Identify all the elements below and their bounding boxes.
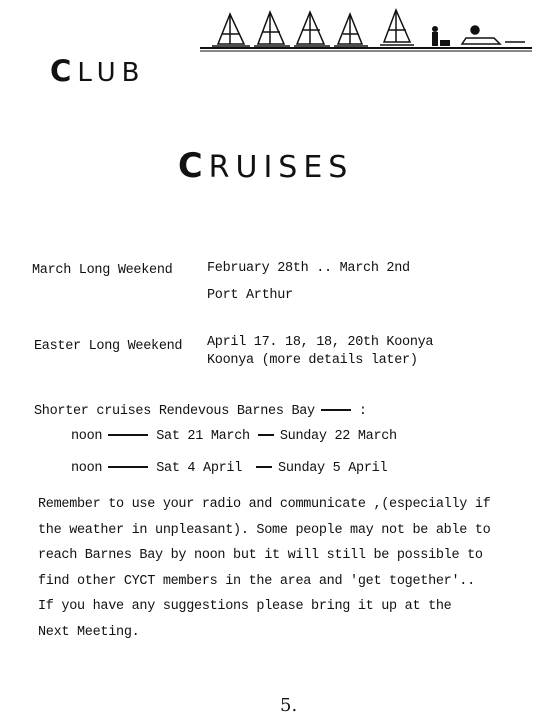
event-location: Port Arthur <box>207 288 293 303</box>
paragraph-line: If you have any suggestions please bring it up at the <box>38 599 452 614</box>
paragraph-line: find other CYCT members in the area and 'get together'.. <box>38 573 475 589</box>
reminder-paragraph <box>38 492 528 645</box>
cruise-start: Sat 21 March <box>156 429 250 444</box>
sailboat-icon <box>212 14 250 46</box>
sailboat-icon <box>254 12 290 46</box>
shorter-cruises-heading: Shorter cruises Rendevous Barnes Bay : <box>34 404 367 419</box>
paragraph-line: Next Meeting. <box>38 624 140 640</box>
cruise-end: Sunday 22 March <box>279 429 397 444</box>
paragraph-line: reach Barnes Bay by noon but it will still be possible to <box>38 548 483 563</box>
cruise-time: noon <box>71 429 103 444</box>
event-label: Easter Long Weekend <box>34 339 183 354</box>
page-number: 5. <box>280 695 298 716</box>
event-label: March Long Weekend <box>32 263 173 278</box>
motorboat-icon <box>462 26 525 44</box>
paragraph-line: the weather in unpleasant). Some people may not be able to <box>38 522 491 538</box>
title-cruises: CRUISES <box>178 146 354 185</box>
sailboat-icon <box>334 14 368 46</box>
sailboat-icon <box>380 10 414 45</box>
cruise-end: Sunday 5 April <box>278 461 388 476</box>
event-dates: April 17. 18, 18, 20th Koonya <box>207 335 434 350</box>
cruise-row <box>71 429 397 444</box>
event-dates: February 28th .. March 2nd <box>207 261 410 276</box>
paragraph-line: Remember to use your radio and communicate ,(especially if <box>38 497 491 512</box>
cruise-time: noon <box>71 461 103 476</box>
sailboat-icon <box>294 12 330 46</box>
figure-icon <box>432 26 450 46</box>
cruise-row <box>71 461 387 476</box>
sailboats-banner-illustration <box>200 6 532 54</box>
title-club: CLUB <box>50 54 146 88</box>
event-details: Koonya (more details later) <box>207 353 418 368</box>
cruise-start: Sat 4 April <box>156 461 243 476</box>
